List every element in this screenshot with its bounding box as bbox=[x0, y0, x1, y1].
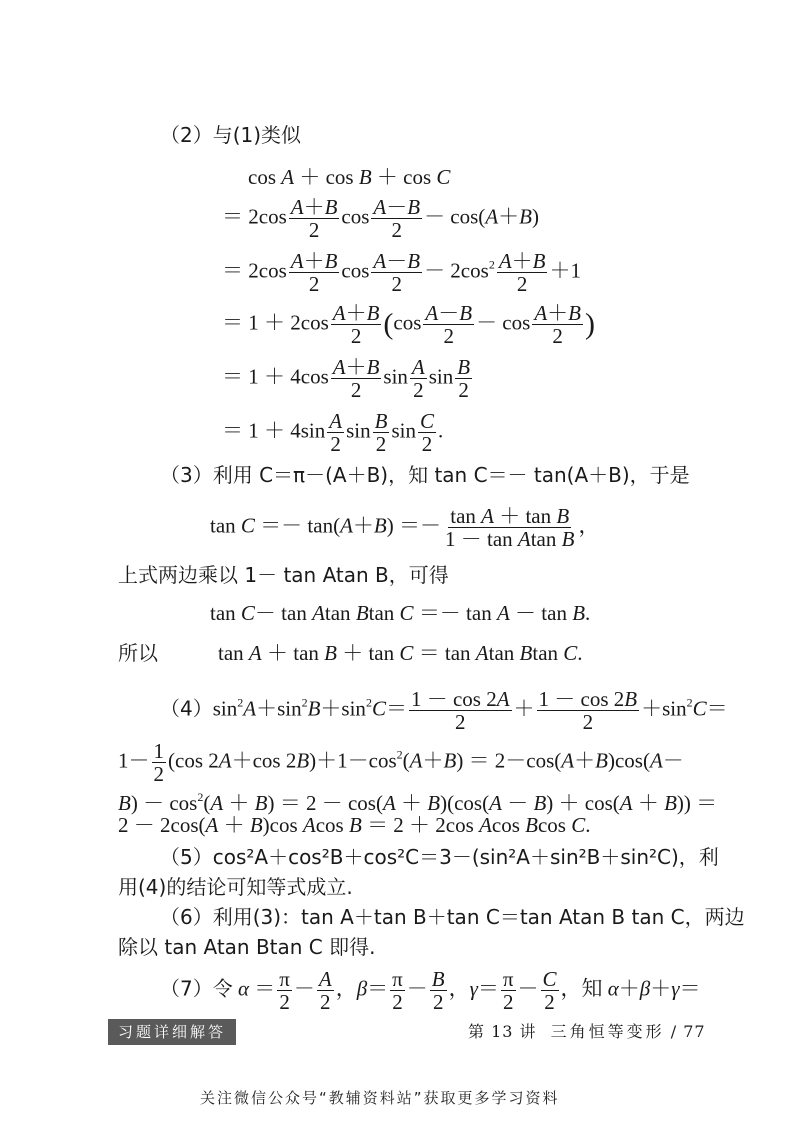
eq-line-4: ＝ 1 ＋ 2cos $\frac{A+B}{2}$ (cos $\frac{A-B}{2}$ － cos $\frac{A+B}{2}$ ) bbox=[222, 301, 595, 348]
part-7-label: （7）令 bbox=[160, 976, 233, 1001]
eq-part-7: （7）令 α ＝ $\frac{\pi}{2}$ － $\frac{A}{2}$ ，β＝ $\frac{\pi}{2}$ － $\frac{B}{2}$ ，γ＝ $\frac{\pi}{2}$ － $\frac{C}{2}$ ，知 α＋β＋γ＝ bbox=[160, 967, 701, 1014]
part-3-intro: （3）利用 C＝π－(A＋B)，知 tan C＝－ tan(A＋B)，于是 bbox=[160, 463, 690, 487]
eq-line-6: ＝ 1 ＋ 4sin $\frac{A}{2}$ sin $\frac{B}{2}$ sin $\frac{C}{2}$ . bbox=[222, 409, 444, 456]
part-5-line-1: （5）cos²A＋cos²B＋cos²C＝3－(sin²A＋sin²B＋sin²C)，利 bbox=[160, 845, 719, 869]
page-number: / 77 bbox=[670, 1022, 706, 1041]
lecture-topic: 三角恒等变形 bbox=[550, 1022, 665, 1041]
eq-part-4-line-1: $(4)\sin^2A+\sin^2B+\sin^2C=$ $\frac{1 - \cos 2A}{2}$ ＋ $\frac{1 - \cos 2B}{2}$ $+\sin^2C=$ bbox=[160, 687, 728, 734]
eq-part-4-line-2: 1－ $\frac{1}{2}$ (cos 2A＋cos $2B)+1-\cos^2(A+B) = 2-\cos(A+B)\cos(A-$ bbox=[118, 739, 684, 786]
part-3-so: 所以 bbox=[118, 641, 158, 665]
eq-tan-c: tan C ＝－ tan(A＋B) ＝－ $\frac{\text{tan A ＋ tan B}}{\text{1 － tan Atan B}}$ ， bbox=[210, 504, 600, 551]
part-2-heading: （2）与(1)类似 bbox=[160, 123, 302, 147]
eq-tan-product: tan C－ tan Atan Btan C ＝－ tan A － tan B. bbox=[210, 601, 591, 625]
part-4-label: （4） bbox=[160, 696, 213, 721]
part-6-line-2: 除以 tan Atan Btan C 即得. bbox=[118, 935, 376, 959]
eq-part-4-line-3: $B) - \cos^2(A + B) = 2 - \cos(A + B)(\cos(A - B) + \cos(A + B))$ ＝ bbox=[118, 790, 718, 815]
running-footer bbox=[468, 1020, 706, 1044]
eq-tan-sum: tan A ＋ tan B ＋ tan C ＝ tan Atan Btan C. bbox=[218, 641, 583, 665]
lecture-number: 第 13 讲 bbox=[468, 1022, 537, 1041]
eq-line-3: ＝ 2cos $\frac{A+B}{2}$ cos $\frac{A-B}{2}$ － $2\cos^2$ $\frac{A+B}{2}$ ＋1 bbox=[222, 249, 581, 296]
part-6-line-1: （6）利用(3)：tan A＋tan B＋tan C＝tan Atan B tan C，两边 bbox=[160, 905, 745, 929]
section-badge: 习题详细解答 bbox=[108, 1019, 236, 1045]
eq-part-4-line-4: 2 － 2cos(A ＋ B)cos Acos B ＝ 2 ＋ 2cos Acos Bcos C. bbox=[118, 813, 591, 837]
part-3-multiply: 上式两边乘以 1－ tan Atan B，可得 bbox=[118, 563, 449, 587]
eq-line-2: ＝ 2cos $\frac{A+B}{2}$ cos $\frac{A-B}{2}$ － cos(A＋B) bbox=[222, 195, 539, 242]
part-5-line-2: 用(4)的结论可知等式成立. bbox=[118, 875, 353, 899]
eq-line-1: cos A ＋ cos B ＋ cos C bbox=[248, 165, 451, 189]
eq-line-5: ＝ 1 ＋ 4cos $\frac{A+B}{2}$ sin $\frac{A}{2}$ sin $\frac{B}{2}$ bbox=[222, 355, 471, 402]
watermark-text: 关注微信公众号“教辅资料站”获取更多学习资料 bbox=[200, 1089, 560, 1107]
